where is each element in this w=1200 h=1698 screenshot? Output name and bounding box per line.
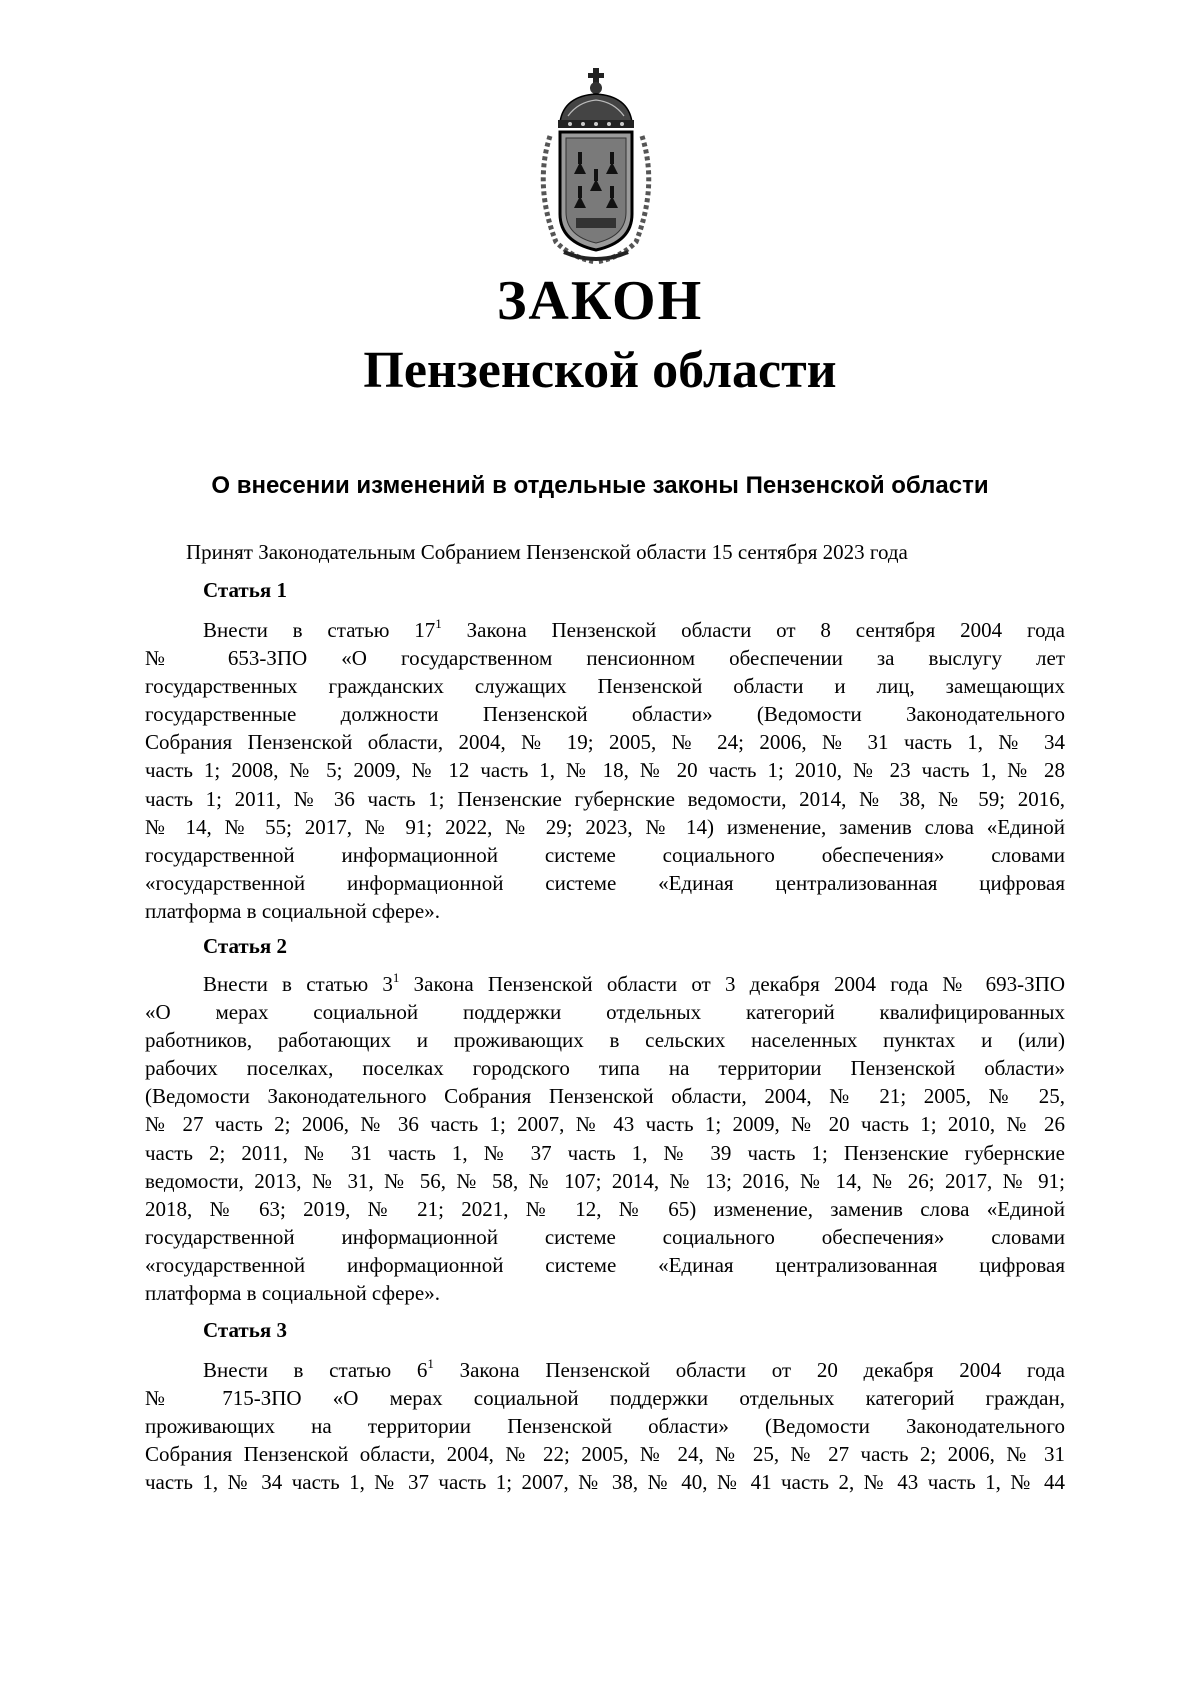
article-2-text: [145, 970, 1065, 1307]
article-line: часть 1; 2011, № 36 часть 1; Пензенские губернские ведомости, 2014, № 38, № 59; 2016,: [145, 786, 1065, 811]
law-region: Пензенской области: [363, 342, 837, 399]
article-line: [145, 1356, 1065, 1384]
article-line: [145, 970, 1065, 998]
article-line: работников, работающих и проживающих в сельских населенных пунктах и (или): [145, 1028, 1065, 1053]
superscript-number: 1: [392, 970, 400, 985]
article-line-text: Закона Пензенской области от 8 сентября 2004 года: [441, 618, 1065, 642]
article-line: «государственной информационной системе «Единая централизованная цифровая: [145, 1252, 1065, 1277]
article-line: № 653-ЗПО «О государственном пенсионном обеспечении за выслугу лет: [145, 646, 1065, 671]
article-line: часть 1; 2008, № 5; 2009, № 12 часть 1, № 18, № 20 часть 1; 2010, № 23 часть 1, № 28: [145, 758, 1065, 783]
article-line: государственные должности Пензенской области» (Ведомости Законодательного: [145, 702, 1065, 727]
article-line: проживающих на территории Пензенской области» (Ведомости Законодательного: [145, 1414, 1065, 1439]
article-line: № 14, № 55; 2017, № 91; 2022, № 29; 2023, № 14) изменение, заменив слова «Единой: [145, 814, 1065, 839]
article-line: государственных гражданских служащих Пензенской области и лиц, замещающих: [145, 674, 1065, 699]
article-line: № 27 часть 2; 2006, № 36 часть 1; 2007, № 43 часть 1; 2009, № 20 часть 1; 2010, № 26: [145, 1112, 1065, 1137]
article-line: государственной информационной системе социального обеспечения» словами: [145, 1224, 1065, 1249]
superscript-number: 1: [427, 1356, 434, 1371]
article-line-text: Закона Пензенской области от 20 декабря 2004 года: [433, 1358, 1065, 1382]
article-line: часть 1, № 34 часть 1, № 37 часть 1; 2007, № 38, № 40, № 41 часть 2, № 43 часть 1, № 44: [145, 1470, 1065, 1495]
article-line-text: Закона Пензенской области от 3 декабря 2004 года № 693-ЗПО: [399, 972, 1065, 996]
article-line: ведомости, 2013, № 31, № 56, № 58, № 107; 2014, № 13; 2016, № 14, № 26; 2017, № 91;: [145, 1168, 1065, 1193]
article-line: (Ведомости Законодательного Собрания Пензенской области, 2004, № 21; 2005, № 25,: [145, 1084, 1065, 1109]
article-line: часть 2; 2011, № 31 часть 1, № 37 часть 1, № 39 часть 1; Пензенские губернские: [145, 1140, 1065, 1165]
article-1-text: [145, 616, 1065, 925]
article-line: 2018, № 63; 2019, № 21; 2021, № 12, № 65) изменение, заменив слова «Единой: [145, 1196, 1065, 1221]
article-2-heading: Статья 2: [203, 934, 287, 958]
law-subject: О внесении изменений в отдельные законы Пензенской области: [211, 472, 989, 499]
article-line: платформа в социальной сфере».: [145, 1281, 441, 1306]
article-line: государственной информационной системе социального обеспечения» словами: [145, 842, 1065, 867]
superscript-number: 1: [435, 616, 442, 631]
article-line: рабочих поселках, поселках городского типа на территории Пензенской области»: [145, 1056, 1065, 1081]
article-line: Собрания Пензенской области, 2004, № 22; 2005, № 24, № 25, № 27 часть 2; 2006, № 31: [145, 1442, 1065, 1467]
article-line: [145, 616, 1065, 644]
law-title: ЗАКОН: [496, 270, 704, 332]
article-line: Собрания Пензенской области, 2004, № 19; 2005, № 24; 2006, № 31 часть 1, № 34: [145, 730, 1065, 755]
coat-of-arms-icon: [520, 66, 672, 266]
article-line: «О мерах социальной поддержки отдельных категорий квалифицированных: [145, 1000, 1065, 1025]
article-line-text: Внести в статью 3: [203, 972, 393, 996]
article-line: № 715-ЗПО «О мерах социальной поддержки отдельных категорий граждан,: [145, 1386, 1065, 1411]
adoption-note: Принят Законодательным Собранием Пензенской области 15 сентября 2023 года: [186, 540, 908, 564]
article-1-heading: Статья 1: [203, 578, 287, 602]
article-line-text: Внести в статью 17: [203, 618, 436, 642]
article-3-heading: Статья 3: [203, 1318, 287, 1342]
article-line: платформа в социальной сфере».: [145, 898, 441, 923]
article-line-text: Внести в статью 6: [203, 1358, 428, 1382]
article-line: «государственной информационной системе «Единая централизованная цифровая: [145, 870, 1065, 895]
article-3-text: [145, 1356, 1065, 1496]
